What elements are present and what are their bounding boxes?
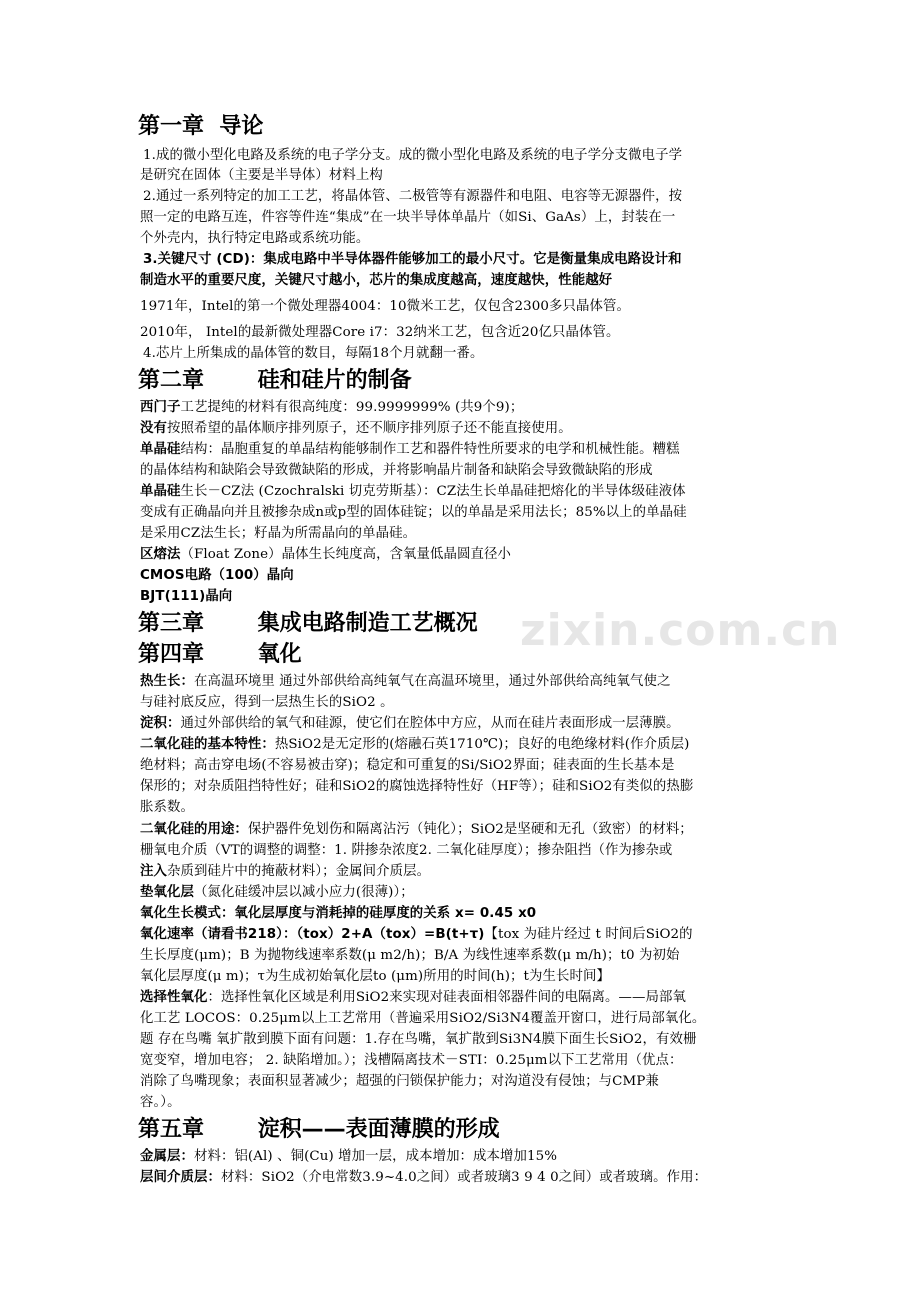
- term: 选择性氧化: [140, 990, 208, 1005]
- term: 淀积：: [140, 716, 181, 731]
- paragraph-line: [140, 1168, 707, 1188]
- paragraph-line: [140, 398, 523, 418]
- paragraph-line: 变成有正确晶向并且被掺杂成n或p型的固体硅锭；以的单晶是采用法长；85%以上的单晶硅: [140, 505, 687, 520]
- chapter-5-title: 第五章 淀积——表面薄膜的形成: [138, 1117, 500, 1142]
- text: 结构：晶胞重复的单晶结构能够制作工艺和器件特性所要求的电学和机械性能。糟糕: [180, 442, 680, 457]
- text: 工艺提纯的材料有很高纯度：99.9999999% (共9个9)；: [180, 400, 524, 415]
- text: 按照希望的晶体顺序排列原子，还不顺序排列原子还不能直接使用。: [166, 421, 572, 436]
- paragraph-line: 胀系数。: [140, 800, 194, 815]
- paragraph-line-bold: CMOS电路（100）晶向: [140, 568, 294, 583]
- paragraph-line: 绝材料；高击穿电场(不容易被击穿)；稳定和可重复的Si/SiO2界面；硅表面的生长基本是: [140, 758, 675, 773]
- paragraph-line-bold: 3.关键尺寸 (CD)：集成电路中半导体器件能够加工的最小尺寸。它是衡量集成电路设计和: [143, 252, 682, 267]
- term: 热生长：: [140, 674, 194, 689]
- chapter-2-title: 第二章 硅和硅片的制备: [138, 368, 412, 393]
- paragraph-line: [140, 545, 511, 565]
- paragraph-line: [140, 1147, 557, 1167]
- paragraph-line: 1.成的微小型化电路及系统的电子学分支。成的微小型化电路及系统的电子学分支微电子学: [143, 148, 683, 163]
- term: 二氧化硅的基本特性：: [140, 737, 275, 752]
- paragraph-line: 消除了鸟嘴现象；表面积显著减少；超强的闩锁保护能力；对沟道没有侵蚀；与CMP兼: [140, 1074, 659, 1089]
- text: 通过外部供给的氧气和硅源，使它们在腔体中方应，从而在硅片表面形成一层薄膜。: [180, 716, 680, 731]
- paragraph-line-bold: 氧化生长模式：氧化层厚度与消耗掉的硅厚度的关系 x= 0.45 x0: [140, 906, 537, 921]
- text: （Float Zone）晶体生长纯度高，含氧量低晶圆直径小: [180, 547, 511, 562]
- paragraph-line: 照一定的电路互连，件容等件连“集成”在一块半导体单晶片（如Si、GaAs）上，封装在一: [140, 210, 676, 225]
- term: 单晶硅: [140, 442, 181, 457]
- paragraph-line: 化工艺 LOCOS：0.25μm以上工艺常用（普遍采用SiO2/Si3N4覆盖开窗口，进行局部氧化。: [140, 1011, 706, 1026]
- paragraph-line: 与硅衬底反应，得到一层热生长的SiO2 。: [140, 695, 394, 710]
- term: 层间介质层：: [140, 1170, 221, 1185]
- paragraph-line: [140, 883, 414, 903]
- paragraph-line: 2010年， Intel的最新微处理器Core i7：32纳米工艺，包含近20亿只晶体管。: [140, 325, 620, 340]
- paragraph-line: 2.通过一系列特定的加工工艺，将晶体管、二极管等有源器件和电阻、电容等无源器件，按: [143, 189, 683, 204]
- paragraph-line: 个外壳内，执行特定电路或系统功能。: [140, 231, 370, 246]
- paragraph-line: 题 存在鸟嘴 氧扩散到膜下面有问题：1.存在鸟嘴，氧扩散到Si3N4膜下面生长SiO2，有效栅: [140, 1032, 697, 1047]
- term: 西门子: [140, 400, 181, 415]
- text: 生长－CZ法 (Czochralski 切克劳斯基）：CZ法生长单晶硅把熔化的半导体级硅液体: [180, 484, 686, 499]
- paragraph-line: [140, 735, 689, 755]
- paragraph-line: 容。）。: [140, 1095, 181, 1110]
- text: ：选择性氧化区域是利用SiO2来实现对硅表面相邻器件间的电隔离。——局部氧: [207, 990, 686, 1005]
- term: 区熔法: [140, 547, 181, 562]
- paragraph-line-bold: BJT(111)晶向: [140, 589, 233, 604]
- text: 保护器件免划伤和隔离沾污（钝化）；SiO2是坚硬和无孔（致密）的材料；: [247, 822, 693, 837]
- term: 金属层：: [140, 1149, 194, 1164]
- paragraph-line: 氧化层厚度(μ m)；τ为生成初始氧化层to (μm)所用的时间(h)；t为生长时间】: [140, 969, 610, 984]
- term: 二氧化硅的用途：: [140, 822, 248, 837]
- paragraph-line: 4.芯片上所集成的晶体管的数目，每隔18个月就翻一番。: [143, 346, 484, 361]
- paragraph-line: [140, 820, 693, 840]
- text: 【tox 为硅片经过 t 时间后SiO2的: [484, 927, 693, 942]
- paragraph-line: 生长厚度(μm)；B 为抛物线速率系数(μ m2/h)；B/A 为线性速率系数(μ m/h)；t0 为初始: [140, 948, 680, 963]
- text: 在高温环境里 通过外部供给高纯氧气在高温环境里，通过外部供给高纯氧气使之: [193, 674, 671, 689]
- chapter-1-title: 第一章 导论: [138, 114, 264, 139]
- paragraph-line-bold: 制造水平的重要尺度，关键尺寸越小，芯片的集成度越高，速度越快，性能越好: [140, 273, 613, 288]
- paragraph-line: [140, 419, 572, 439]
- text: 材料：铝(Al) 、铜(Cu) 增加一层，成本增加：成本增加15%: [193, 1149, 558, 1164]
- paragraph-line: 的晶体结构和缺陷会导致微缺陷的形成，并将影响晶片制备和缺陷会导致微缺陷的形成: [140, 463, 653, 478]
- paragraph-line: [140, 482, 686, 502]
- paragraph-line: [140, 925, 693, 945]
- term: 没有: [140, 421, 167, 436]
- paragraph-line: 宽变窄，增加电容； 2. 缺陷增加。）；浅槽隔离技术－STI：0.25μm以下工艺常用（优点：: [140, 1053, 683, 1068]
- term: 垫氧化层: [140, 885, 194, 900]
- text: 材料：SiO2（介电常数3.9~4.0之间）或者玻璃3 9 4 0之间）或者玻璃。作用：: [220, 1170, 708, 1185]
- paragraph-line: [140, 714, 680, 734]
- watermark: zixin.com.cn: [520, 605, 841, 656]
- paragraph-line: 1971年，Intel的第一个微处理器4004：10微米工艺，仅包含2300多只晶体管。: [140, 299, 630, 314]
- paragraph-line: 是研究在固体（主要是半导体）材料上构: [140, 168, 383, 183]
- term: 注入: [140, 864, 167, 879]
- paragraph-line: [140, 440, 680, 460]
- text: 热SiO2是无定形的(熔融石英1710℃)；良好的电绝缘材料(作介质层): [274, 737, 690, 752]
- text: （氮化硅缓冲层以减小应力(很薄)）；: [193, 885, 414, 900]
- term: 氧化速率（请看书218）：（tox）2+A（tox）=B(t+τ): [140, 927, 485, 942]
- text: 杂质到硅片中的掩蔽材料）；金属间介质层。: [166, 864, 431, 879]
- paragraph-line: 栅氧电介质（VT的调整的调整：1. 阱掺杂浓度2. 二氧化硅厚度）；掺杂阻挡（作为掺杂或: [140, 843, 673, 858]
- paragraph-line: [140, 988, 686, 1008]
- paragraph-line: [140, 672, 671, 692]
- chapter-4-title: 第四章 氧化: [138, 642, 302, 667]
- chapter-3-title: 第三章 集成电路制造工艺概况: [138, 611, 478, 636]
- term: 单晶硅: [140, 484, 181, 499]
- paragraph-line: [140, 862, 430, 882]
- paragraph-line: 是采用CZ法生长；籽晶为所需晶向的单晶硅。: [140, 526, 417, 541]
- paragraph-line: 保形的；对杂质阻挡特性好；硅和SiO2的腐蚀选择特性好（HF等）；硅和SiO2有类似的热膨: [140, 779, 694, 794]
